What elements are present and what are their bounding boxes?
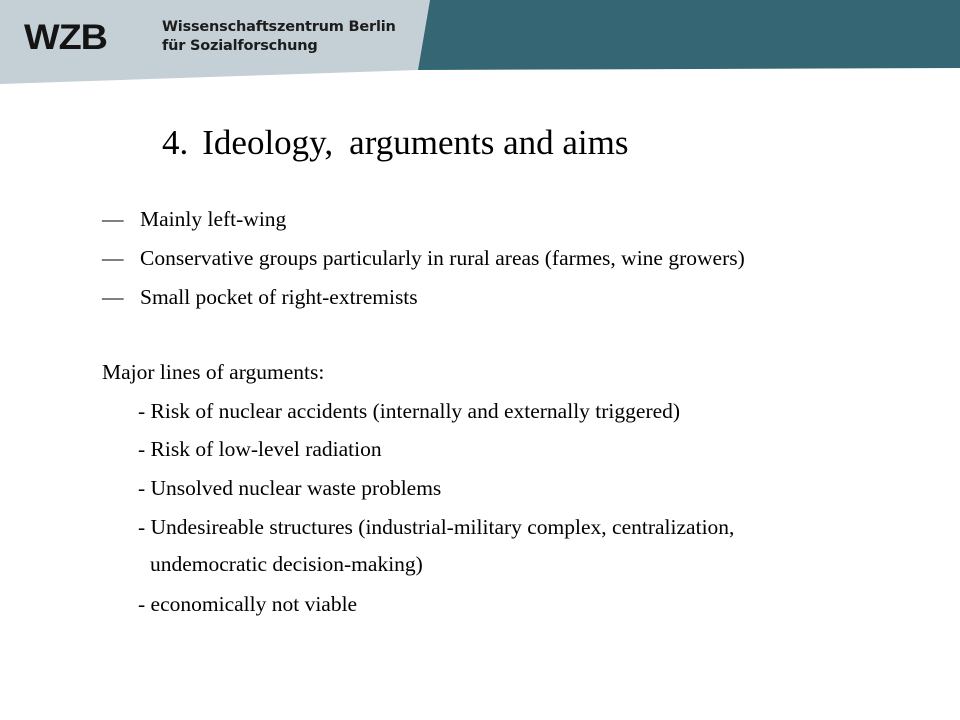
argument-item-continuation: undemocratic decision-making) xyxy=(150,552,423,576)
argument-item: - Unsolved nuclear waste problems xyxy=(138,476,442,500)
bullet-text: Small pocket of right-extremists xyxy=(140,285,418,309)
argument-item: - economically not viable xyxy=(138,592,358,616)
bullet-item xyxy=(102,283,418,311)
argument-item: - Risk of nuclear accidents (internally and externally triggered) xyxy=(138,399,681,423)
slide-title xyxy=(162,120,628,166)
argument-item: - Risk of low-level radiation xyxy=(138,437,382,461)
title-number: 4. xyxy=(162,123,189,162)
institution-name xyxy=(162,18,396,56)
argument-item: - Undesireable structures (industrial-military complex, centralization, xyxy=(138,515,735,539)
bullet-text: Conservative groups particularly in rural areas (farmes, wine growers) xyxy=(140,246,745,270)
header-banner xyxy=(0,0,960,86)
bullet-dash: — xyxy=(102,246,124,270)
header-bands xyxy=(0,0,960,86)
bullet-dash: — xyxy=(102,285,124,309)
institution-line-1: Wissenschaftszentrum Berlin xyxy=(162,19,396,35)
title-part-a: Ideology, xyxy=(202,123,334,162)
title-part-b: arguments and aims xyxy=(349,123,629,162)
arguments-heading: Major lines of arguments: xyxy=(102,360,325,384)
bullet-text: Mainly left-wing xyxy=(140,207,287,231)
bullet-dash: — xyxy=(102,207,124,231)
dark-band xyxy=(418,0,960,70)
bullet-item xyxy=(102,244,745,272)
institution-line-2: für Sozialforschung xyxy=(162,38,318,54)
bullet-item xyxy=(102,205,286,233)
wzb-logo: WZB xyxy=(24,18,107,57)
